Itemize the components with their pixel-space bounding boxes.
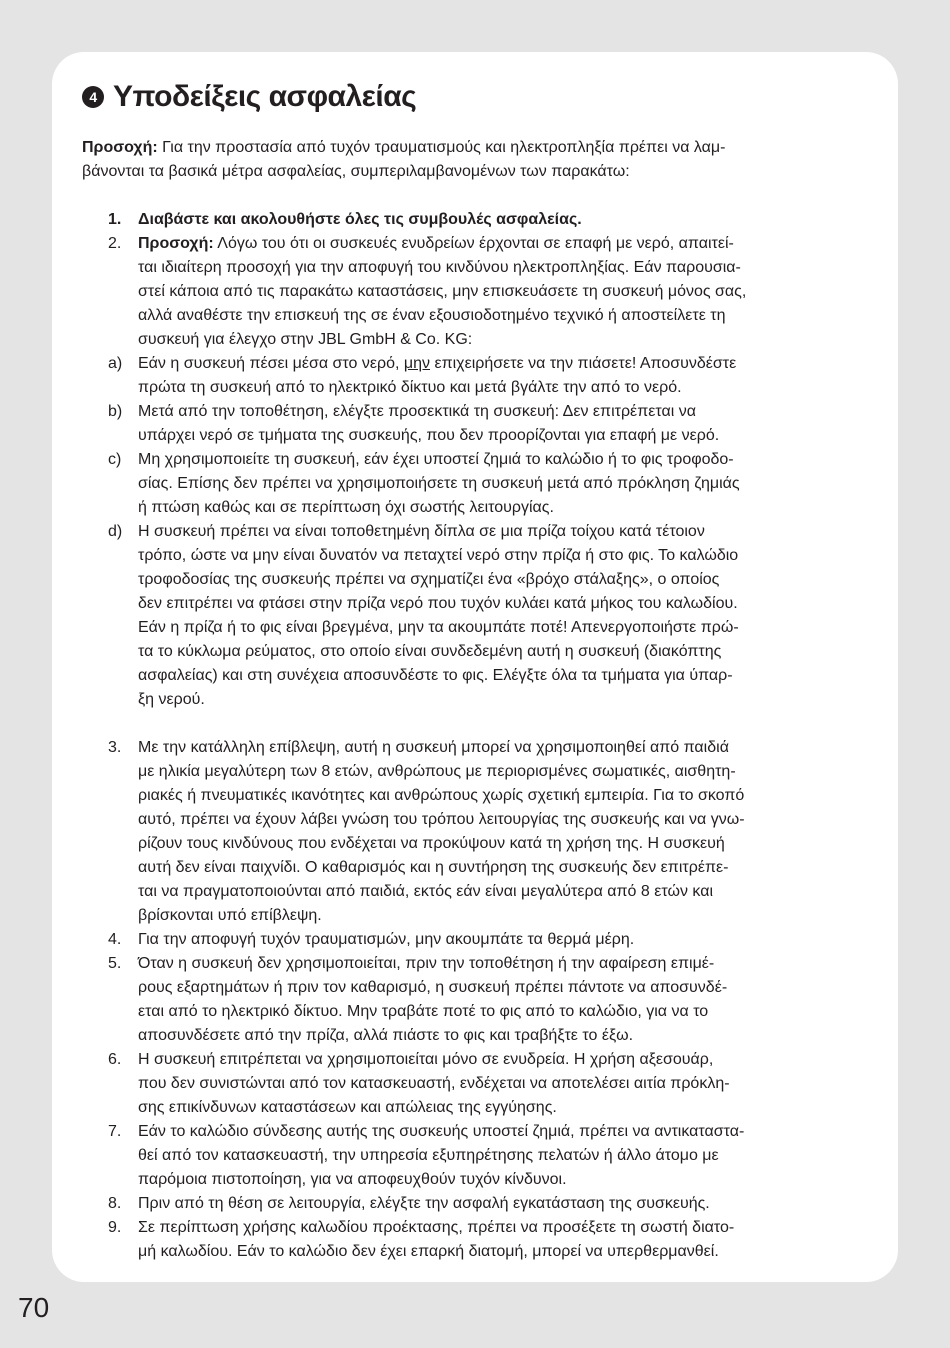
line-text: που δεν συνιστώνται από τον κατασκευαστή, ενδέχεται να αποτελέσει αιτία πρόκλη- bbox=[138, 1075, 730, 1092]
document-body bbox=[82, 136, 862, 1264]
list-item-line bbox=[138, 928, 862, 952]
intro-line bbox=[82, 136, 862, 160]
line-text: στεί κάποια από τις παρακάτω καταστάσεις, μην επισκευάσετε τη συσκευή μόνος σας, bbox=[138, 283, 747, 300]
list-item bbox=[82, 400, 862, 448]
intro-paragraph bbox=[82, 136, 862, 184]
list-item-line bbox=[138, 1144, 862, 1168]
list-item bbox=[82, 952, 862, 1048]
line-text: πρώτα τη συσκευή από το ηλεκτρικό δίκτυο και μετά βγάλτε την από το νερό. bbox=[138, 379, 682, 396]
list-item bbox=[82, 448, 862, 520]
section-title bbox=[82, 80, 416, 114]
line-text: αυτό, πρέπει να έχουν λάβει γνώση του τρόπου λειτουργίας της συσκευής και να γνω- bbox=[138, 811, 745, 828]
intro-text: Για την προστασία από τυχόν τραυματισμούς και ηλεκτροπληξία πρέπει να λαμ- bbox=[162, 139, 726, 156]
list-item-line bbox=[138, 592, 862, 616]
list-item-line bbox=[138, 208, 862, 232]
line-text: Σε περίπτωση χρήσης καλωδίου προέκτασης, πρέπει να προσέξετε τη σωστή διατο- bbox=[138, 1219, 735, 1236]
warning-label: Προσοχή: bbox=[138, 235, 214, 252]
list-item-line bbox=[138, 520, 862, 544]
emphasis-text: μην bbox=[403, 355, 430, 372]
line-text: Διαβάστε και ακολουθήστε όλες τις συμβουλές ασφαλείας. bbox=[138, 211, 582, 228]
list-item-line bbox=[138, 952, 862, 976]
list-item-line bbox=[138, 448, 862, 472]
list-item-line bbox=[138, 736, 862, 760]
list-item-line bbox=[138, 1192, 862, 1216]
list-item-line bbox=[138, 1168, 862, 1192]
line-text: Πριν από τη θέση σε λειτουργία, ελέγξτε την ασφαλή εγκατάσταση της συσκευής. bbox=[138, 1195, 710, 1212]
list-marker: c) bbox=[108, 451, 122, 468]
list-item-line bbox=[138, 832, 862, 856]
line-text: Μετά από την τοποθέτηση, ελέγξτε προσεκτικά τη συσκευή: Δεν επιτρέπεται να bbox=[138, 403, 696, 420]
line-text: σης επικίνδυνων καταστάσεων και απώλειας της εγγύησης. bbox=[138, 1099, 557, 1116]
list-item bbox=[82, 1120, 862, 1192]
line-text: σίας. Επίσης δεν πρέπει να χρησιμοποιήσετε τη συσκευή μετά από πρόκληση ζημιάς bbox=[138, 475, 740, 492]
line-text: αλλά αναθέστε την επισκευή της σε έναν εξουσιοδοτημένο τεχνικό ή αποστείλετε τη bbox=[138, 307, 726, 324]
line-text: τρόπο, ώστε να μην είναι δυνατόν να πεταχτεί νερό στην πρίζα ή στο φις. Το καλώδιο bbox=[138, 547, 739, 564]
line-text: Η συσκευή πρέπει να είναι τοποθετημένη δίπλα σε μια πρίζα τοίχου κατά τέτοιον bbox=[138, 523, 705, 540]
list-item-line bbox=[138, 904, 862, 928]
line-text: μή καλωδίου. Εάν το καλώδιο δεν έχει επαρκή διατομή, μπορεί να υπερθερμανθεί. bbox=[138, 1243, 719, 1260]
spacer bbox=[82, 712, 862, 736]
list-marker: 5. bbox=[108, 955, 122, 972]
intro-bold-label: Προσοχή: bbox=[82, 139, 158, 156]
line-text: ται ιδιαίτερη προσοχή για την αποφυγή του κινδύνου ηλεκτροπληξίας. Εάν παρουσια- bbox=[138, 259, 741, 276]
list-item-line bbox=[138, 1240, 862, 1264]
line-text: Εάν η συσκευή πέσει μέσα στο νερό, bbox=[138, 355, 404, 372]
list-item-line bbox=[138, 1120, 862, 1144]
list-item-line bbox=[138, 256, 862, 280]
list-item-line bbox=[138, 376, 862, 400]
list-item bbox=[82, 208, 862, 232]
line-text: υπάρχει νερό σε τμήματα της συσκευής, που δεν προορίζονται για επαφή με νερό. bbox=[138, 427, 720, 444]
list-item bbox=[82, 736, 862, 928]
list-item bbox=[82, 520, 862, 712]
list-marker: b) bbox=[108, 403, 123, 420]
line-text: Όταν η συσκευή δεν χρησιμοποιείται, πριν την τοποθέτηση ή την αφαίρεση επιμέ- bbox=[138, 955, 715, 972]
list-item-line bbox=[138, 808, 862, 832]
line-text: συσκευή για έλεγχο στην JBL GmbH & Co. KG: bbox=[138, 331, 473, 348]
list-item-line bbox=[138, 232, 862, 256]
list-marker: 3. bbox=[108, 739, 122, 756]
line-text: δεν επιτρέπει να φτάσει στην πρίζα νερό που τυχόν κυλάει κατά μήκος του καλωδίου. bbox=[138, 595, 738, 612]
line-text: Για την αποφυγή τυχόν τραυματισμών, μην ακουμπάτε τα θερμά μέρη. bbox=[138, 931, 635, 948]
line-text: ται να πραγματοποιούνται από παιδιά, εκτός εάν είναι μεγαλύτερα από 8 ετών και bbox=[138, 883, 714, 900]
list-marker: 8. bbox=[108, 1195, 122, 1212]
list-item-line bbox=[138, 496, 862, 520]
list-item-line bbox=[138, 880, 862, 904]
list-item-line bbox=[138, 784, 862, 808]
list-item-line bbox=[138, 280, 862, 304]
line-text: Εάν η πρίζα ή το φις είναι βρεγμένα, μην τα ακουμπάτε ποτέ! Απενεργοποιήστε πρώ- bbox=[138, 619, 739, 636]
list-item-line bbox=[138, 1072, 862, 1096]
list-item bbox=[82, 1216, 862, 1264]
list-item bbox=[82, 928, 862, 952]
line-text: Μη χρησιμοποιείτε τη συσκευή, εάν έχει υποστεί ζημιά το καλώδιο ή το φις τροφοδο- bbox=[138, 451, 734, 468]
intro-line: βάνονται τα βασικά μέτρα ασφαλείας, συμπεριλαμβανομένων των παρακάτω: bbox=[82, 163, 630, 180]
line-text: με ηλικία μεγαλύτερη των 8 ετών, ανθρώπους με περιορισμένες σωματικές, αισθητη- bbox=[138, 763, 736, 780]
line-text: ριακές ή πνευματικές ικανότητες και ανθρώπους χωρίς σχετική εμπειρία. Για το σκοπό bbox=[138, 787, 745, 804]
line-text: Η συσκευή επιτρέπεται να χρησιμοποιείται μόνο σε ενυδρεία. Η χρήση αξεσουάρ, bbox=[138, 1051, 714, 1068]
line-text: ασφαλείας) και στη συνέχεια αποσυνδέστε το φις. Ελέγξτε όλα τα τμήματα για ύπαρ- bbox=[138, 667, 733, 684]
list-marker: d) bbox=[108, 523, 123, 540]
list-item-line bbox=[138, 856, 862, 880]
list-item-line bbox=[138, 352, 862, 376]
list-marker: 6. bbox=[108, 1051, 122, 1068]
list-marker: 1. bbox=[108, 211, 122, 228]
list-item-line bbox=[138, 1000, 862, 1024]
list-item bbox=[82, 1192, 862, 1216]
list-item-line bbox=[138, 1048, 862, 1072]
list-item-line bbox=[138, 640, 862, 664]
line-text: θεί από τον κατασκευαστή, την υπηρεσία εξυπηρέτησης πελατών ή άλλο άτομο με bbox=[138, 1147, 719, 1164]
spacer bbox=[82, 184, 862, 208]
line-text: επιχειρήσετε να την πιάσετε! Αποσυνδέστε bbox=[430, 355, 737, 372]
line-text: αποσυνδέσετε από την πρίζα, αλλά πιάστε το φις και τραβήξτε το έξω. bbox=[138, 1027, 634, 1044]
list-marker: a) bbox=[108, 355, 123, 372]
line-text: βρίσκονται υπό επίβλεψη. bbox=[138, 907, 322, 924]
list-item-line bbox=[138, 1024, 862, 1048]
list-item-line bbox=[138, 544, 862, 568]
line-text: Εάν το καλώδιο σύνδεσης αυτής της συσκευής υποστεί ζημιά, πρέπει να αντικαταστα- bbox=[138, 1123, 745, 1140]
list-marker: 4. bbox=[108, 931, 122, 948]
list-item-line bbox=[138, 568, 862, 592]
list-item-line bbox=[138, 616, 862, 640]
section-number-badge: 4 bbox=[82, 86, 104, 108]
list-item-line bbox=[138, 472, 862, 496]
list-marker: 9. bbox=[108, 1219, 122, 1236]
page-number: 70 bbox=[18, 1292, 50, 1323]
list-item-line bbox=[138, 760, 862, 784]
list-item-line bbox=[138, 424, 862, 448]
list-item-line bbox=[138, 1216, 862, 1240]
list-item bbox=[82, 1048, 862, 1120]
line-text: ξη νερού. bbox=[138, 691, 205, 708]
line-text: εται από το ηλεκτρικό δίκτυο. Μην τραβάτε ποτέ το φις από το καλώδιο, για να το bbox=[138, 1003, 709, 1020]
list-item bbox=[82, 352, 862, 400]
safety-list bbox=[82, 208, 862, 1264]
line-text: τα το κύκλωμα ρεύματος, στο οποίο είναι συνδεδεμένη αυτή η συσκευή (διακόπτης bbox=[138, 643, 722, 660]
line-text: ή πτώση καθώς και σε περίπτωση όχι σωστής λειτουργίας. bbox=[138, 499, 554, 516]
line-text: Λόγω του ότι οι συσκευές ενυδρείων έρχονται σε επαφή με νερό, απαιτεί- bbox=[217, 235, 734, 252]
line-text: ρους εξαρτημάτων ή πριν τον καθαρισμό, η συσκευή πρέπει πάντοτε να αποσυνδέ- bbox=[138, 979, 728, 996]
list-item-line bbox=[138, 1096, 862, 1120]
list-marker: 2. bbox=[108, 235, 122, 252]
list-item-line bbox=[138, 328, 862, 352]
list-item-line bbox=[138, 304, 862, 328]
list-item-line bbox=[138, 664, 862, 688]
list-item-line bbox=[138, 976, 862, 1000]
list-item bbox=[82, 232, 862, 352]
line-text: Με την κατάλληλη επίβλεψη, αυτή η συσκευή μπορεί να χρησιμοποιηθεί από παιδιά bbox=[138, 739, 729, 756]
line-text: παρόμοια πιστοποίηση, για να αποφευχθούν τυχόν κίνδυνοι. bbox=[138, 1171, 567, 1188]
list-item-line bbox=[138, 688, 862, 712]
list-item-line bbox=[138, 400, 862, 424]
section-title-text: Υποδείξεις ασφαλείας bbox=[113, 80, 417, 113]
list-marker: 7. bbox=[108, 1123, 122, 1140]
line-text: τροφοδοσίας της συσκευής πρέπει να σχηματίζει ένα «βρόχο στάλαξης», ο οποίος bbox=[138, 571, 720, 588]
line-text: αυτή δεν είναι παιχνίδι. Ο καθαρισμός και η συντήρηση της συσκευής δεν επιτρέπε- bbox=[138, 859, 729, 876]
line-text: ρίζουν τους κινδύνους που ενδέχεται να προκύψουν κατά τη χρήση της. Η συσκευή bbox=[138, 835, 725, 852]
